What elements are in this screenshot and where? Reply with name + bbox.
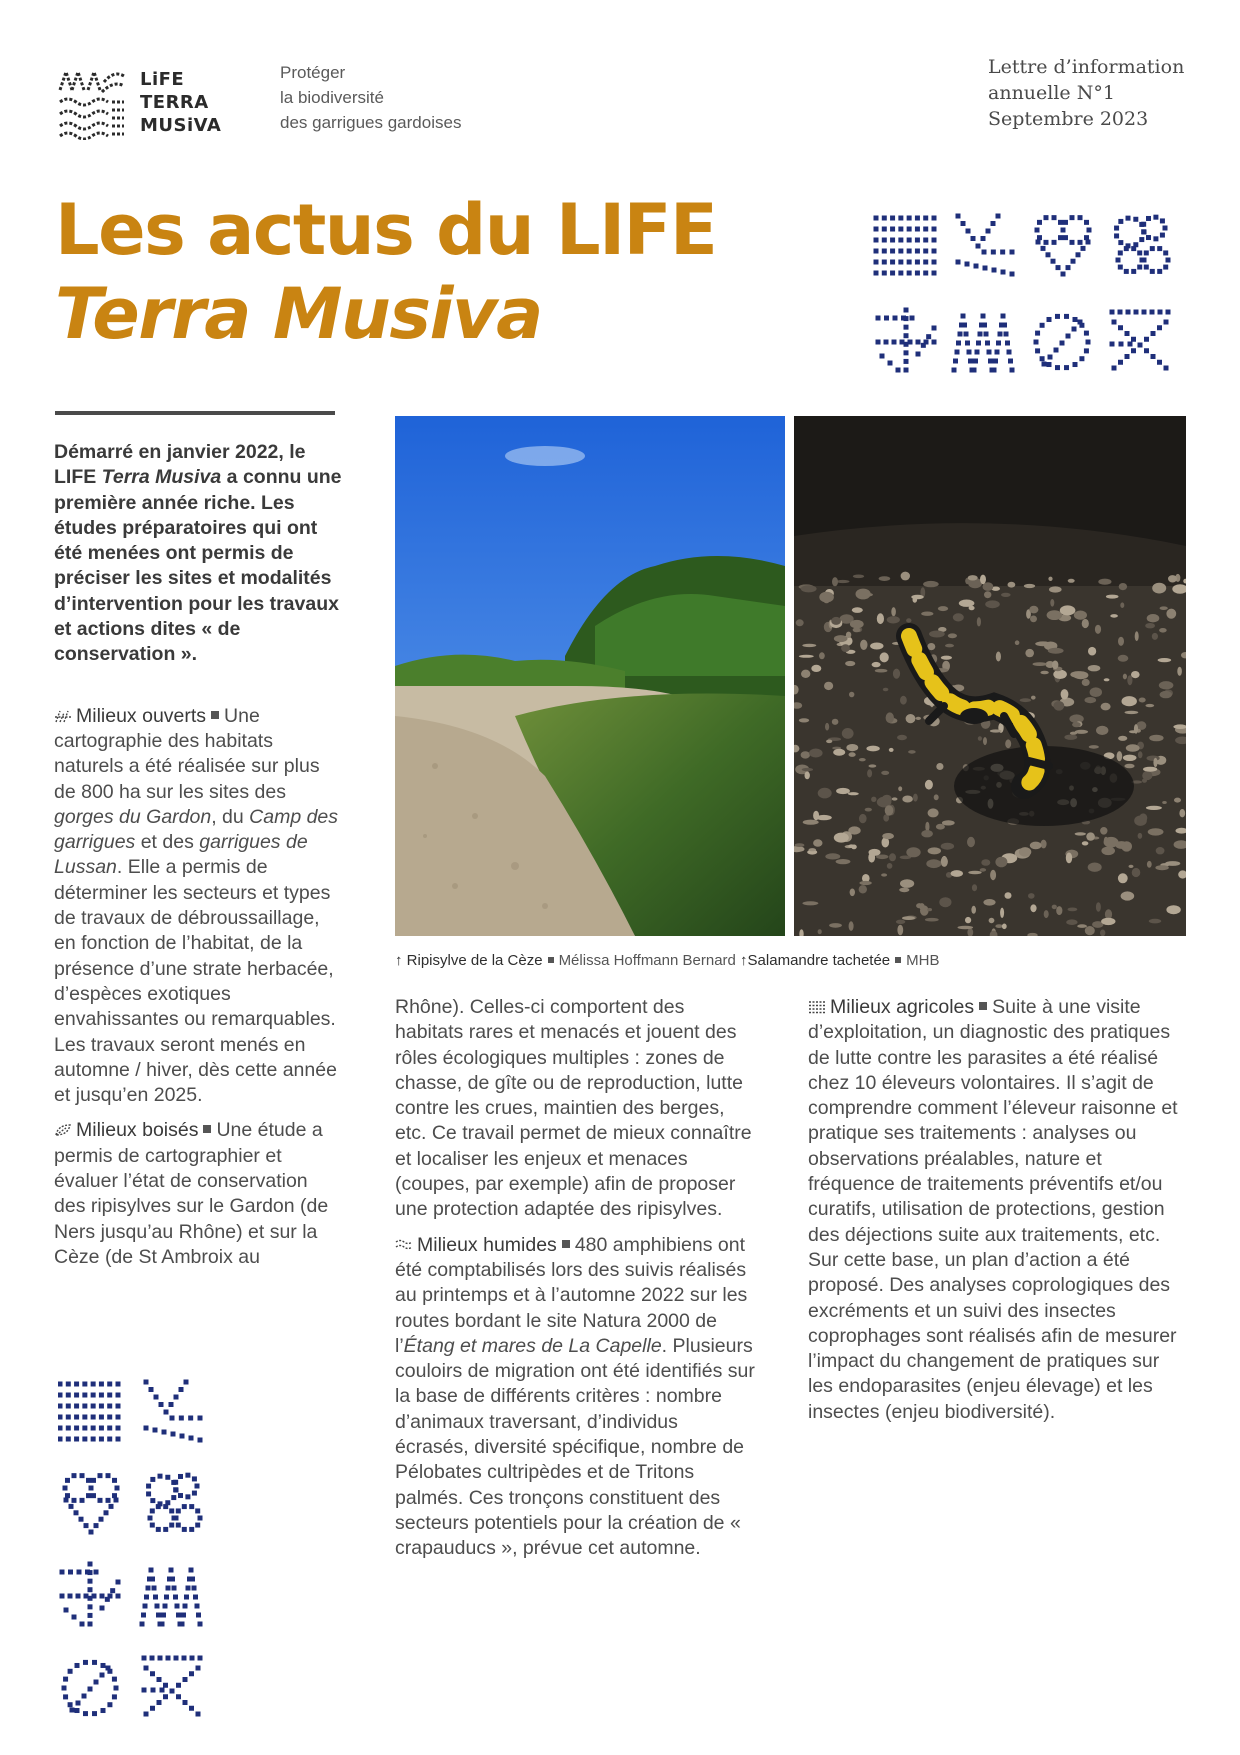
logo-wordmark: [140, 68, 221, 137]
separator-square: [979, 1002, 987, 1010]
issue-line: annuelle N°1: [988, 82, 1115, 104]
issue-line: Septembre 2023: [988, 108, 1149, 130]
section-title-text: Milieux ouverts: [76, 704, 207, 727]
separator-square: [562, 1240, 570, 1248]
issue-info: [988, 54, 1184, 132]
mosaic-pattern-vertical-icon: [58, 1374, 218, 1744]
section-title-text: Milieux humides: [417, 1233, 557, 1256]
title-divider: [55, 411, 335, 415]
section-title: [54, 705, 206, 727]
separator-square: [203, 1125, 211, 1133]
logo-line: MUSiVA: [140, 115, 222, 136]
column-3: [808, 995, 1188, 1425]
section-title: [54, 1119, 198, 1141]
caption-title: ↑Salamandre tachetée: [740, 952, 891, 969]
section-text: Une étude a permis de cartographier et évaluer l’état de conservation des ripisylves sur le Gardon (de Ners jusqu’au Rhône) et sur la Cèze (de St Ambroix au: [54, 1119, 329, 1268]
separator-square: [548, 957, 554, 963]
photo-salamandre-tachetee: [794, 416, 1186, 936]
wooded-continuation: Rhône). Celles-ci comportent des habitats rares et menacés et jouent des rôles écologiques multiples : zones de chasse, de gîte ou de reproduction, lutte contre les crues, maintien des berges, etc. Ce travail permet de mieux connaître et localiser les enjeux et menaces (coupes, par exemple) afin de proposer une protection adaptée des ripisylves.: [395, 996, 752, 1221]
section-open-areas: [54, 704, 344, 1109]
title-line-2: Terra Musiva: [55, 273, 542, 355]
section-text: . Elle a permis de déterminer les secteurs et types de travaux de débroussaillage, en fonction de l’habitat, de la présence d’une strate herbacée, d’espèces exotiques envahissantes ou remarquables. Les travaux seront menés en automne / hiver, dès cette année et jusqu’en 2025.: [54, 856, 337, 1107]
lead-text: a connu une première année riche. Les études préparatoires qui ont été menées ont permis de préciser les sites et modalités d’intervention pour les travaux et actions dites « de conservation ».: [54, 466, 342, 666]
lead-italic: Terra Musiva: [101, 466, 222, 489]
section-text: Suite à une visite d’exploitation, un diagnostic des pratiques de lutte contre les parasites a été réalisé chez 10 éleveurs volontaires. Il s’agit de comprendre comment l’éleveur raisonne et pratique ses traitements : analyses ou observations préalables, nature et fréquence de traitements préventifs et/ou curatifs, utilisation de protections, gestion des déjections suite aux traitements, etc. Sur cette base, un plan d’action a été proposé. Des analyses coprologiques des excréments et un suivi des insectes coprophages sont réalisés afin de mesurer l’impact du changement de pratiques sur les endoparasites (enjeu élevage) et les insectes (enjeu biodiversité).: [808, 996, 1178, 1423]
caption-credit: MHB: [906, 952, 940, 969]
separator-square: [895, 957, 901, 963]
photo-ripisylve-ceze: [395, 416, 785, 936]
section-title-text: Milieux agricoles: [830, 996, 975, 1018]
separator-square: [211, 711, 219, 719]
lead-text: Démarré en janvier 2022, le LIFE: [54, 441, 306, 489]
life-terra-musiva-logo: [58, 68, 238, 140]
section-text: et des: [135, 831, 200, 854]
furrows-icon: [808, 1000, 826, 1014]
mosaic-pattern-icon: [868, 206, 1186, 384]
section-text: 480 amphibiens ont été comptabilisés lors des suivis réalisés au printemps et à l’automne 2022 sur les routes bordant le site Natura 2000 de l’: [395, 1233, 748, 1357]
tagline: [280, 60, 461, 135]
section-title: [395, 1234, 557, 1256]
place-name: gorges du Gardon: [54, 805, 212, 828]
section-agricultural-areas: [808, 995, 1188, 1425]
grass-icon: [54, 709, 72, 723]
section-wet-areas: [395, 1233, 755, 1562]
photo-captions: [395, 952, 940, 969]
lead-paragraph: [54, 440, 344, 668]
section-wooded-areas: [54, 1118, 344, 1270]
mosaic-logo-icon: [58, 68, 126, 140]
river-landscape-image: [395, 416, 785, 936]
page-title: [55, 188, 716, 356]
section-title-text: Milieux boisés: [76, 1119, 199, 1142]
logo-line: LiFE: [140, 69, 185, 90]
section-text: , du: [211, 805, 250, 828]
tagline-line: des garrigues gardoises: [280, 113, 462, 132]
place-name: Étang et mares de La Capelle: [403, 1334, 662, 1357]
salamander-image: [794, 416, 1186, 936]
place-name: garrigues de Lussan: [54, 831, 308, 879]
waves-icon: [395, 1238, 413, 1252]
title-line-1: Les actus du LIFE: [55, 189, 717, 271]
logo-line: TERRA: [140, 92, 209, 113]
section-title: [808, 996, 974, 1018]
caption-title: ↑ Ripisylve de la Cèze: [395, 952, 543, 969]
issue-line: Lettre d’information: [988, 56, 1185, 78]
caption-credit: Mélissa Hoffmann Bernard: [558, 952, 736, 969]
column-2: [395, 995, 755, 1562]
place-name: Camp des garrigues: [54, 805, 339, 854]
tagline-line: la biodiversité: [280, 88, 384, 107]
section-text: Une cartographie des habitats naturels a été réalisée sur plus de 800 ha sur les sites des: [54, 704, 320, 803]
tagline-line: Protéger: [280, 63, 346, 82]
section-text: . Plusieurs couloirs de migration ont été identifiés sur la base de différents critères : nombre d’animaux traversant, d’individus écrasés, diversité spécifique, nombre de Pélobates cultripèdes et de Tritons palmés. Ces tronçons constituent des secteurs potentiels pour la création de « crapauducs », prévue cet automne.: [395, 1334, 755, 1560]
leaf-icon: [54, 1123, 72, 1137]
column-1: [54, 440, 344, 1270]
